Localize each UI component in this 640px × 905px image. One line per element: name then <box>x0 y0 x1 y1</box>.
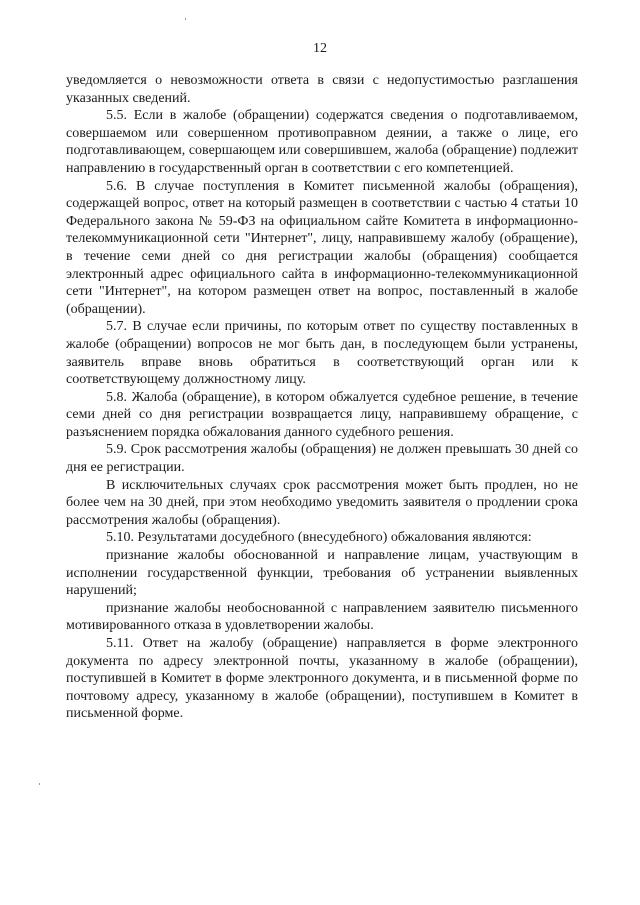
paragraph-5-10: 5.10. Результатами досудебного (внесудебного) обжалования являются: <box>106 530 532 546</box>
paragraph-5-8: 5.8. Жалоба (обращение), в котором обжалуется судебное решение, в течение семи дней со дня регистрации возвращается лицу, направившему обращение, с разъяснением порядка обжалования данного судебного решения. <box>66 389 578 440</box>
paragraph-exceptional-cases: В исключительных случаях срок рассмотрения может быть продлен, но не более чем на 30 дней, при этом необходимо уведомить заявителя о продлении срока рассмотрения жалобы (обращения). <box>66 477 578 528</box>
paragraph-continuation: уведомляется о невозможности ответа в связи с недопустимостью разглашения указанных сведений. <box>66 73 578 106</box>
paragraph-5-7: 5.7. В случае если причины, по которым ответ по существу поставленных в жалобе (обращении) вопросов не мог быть дан, в последующем были устранены, заявитель вправе вновь обратиться в соответствующий орган или к соответствующему должностному лицу. <box>66 319 578 388</box>
paragraph-5-5: 5.5. Если в жалобе (обращении) содержатся сведения о подготавливаемом, совершаемом или совершенном противоправном деянии, а также о лице, его подготавливающем, совершающем или совершившем, жалоба (обращение) подлежит направлению в государственный орган в соответствии с его компетенцией. <box>66 108 578 176</box>
document-body <box>66 72 578 723</box>
page-number: 12 <box>313 41 327 56</box>
paragraph-5-11: 5.11. Ответ на жалобу (обращение) направляется в форме электронного документа по адресу электронной почты, указанному в жалобе (обращении), поступившей в Комитет в форме электронного документа, и в письменной форме по почтовому адресу, указанному в жалобе (обращении), поступившем в Комитет в письменной форме. <box>66 636 578 722</box>
scan-speck <box>39 783 40 785</box>
paragraph-5-6: 5.6. В случае поступления в Комитет письменной жалобы (обращения), содержащей вопрос, ответ на который размещен в соответствии с частью 4 статьи 10 Федерального закона № 59-ФЗ на официальном сайте Комитета в информационно-телекоммуникационной сети "Интернет", лицу, направившему жалобу (обращение), в течение семи дней со дня регистрации жалобы (обращения) сообщается электронный адрес официального сайта в информационно-телекоммуникационной сети "Интернет", на котором размещен ответ на вопрос, поставленный в жалобе (обращении). <box>66 178 578 317</box>
scan-speck <box>185 18 186 20</box>
paragraph-result-justified: признание жалобы обоснованной и направление лицам, участвующим в исполнении государственной функции, требования об устранении выявленных нарушений; <box>66 548 578 599</box>
paragraph-5-9: 5.9. Срок рассмотрения жалобы (обращения) не должен превышать 30 дней со дня ее регистрации. <box>66 442 578 476</box>
paragraph-result-unjustified: признание жалобы необоснованной с направлением заявителю письменного мотивированного отказа в удовлетворении жалобы. <box>66 600 578 634</box>
